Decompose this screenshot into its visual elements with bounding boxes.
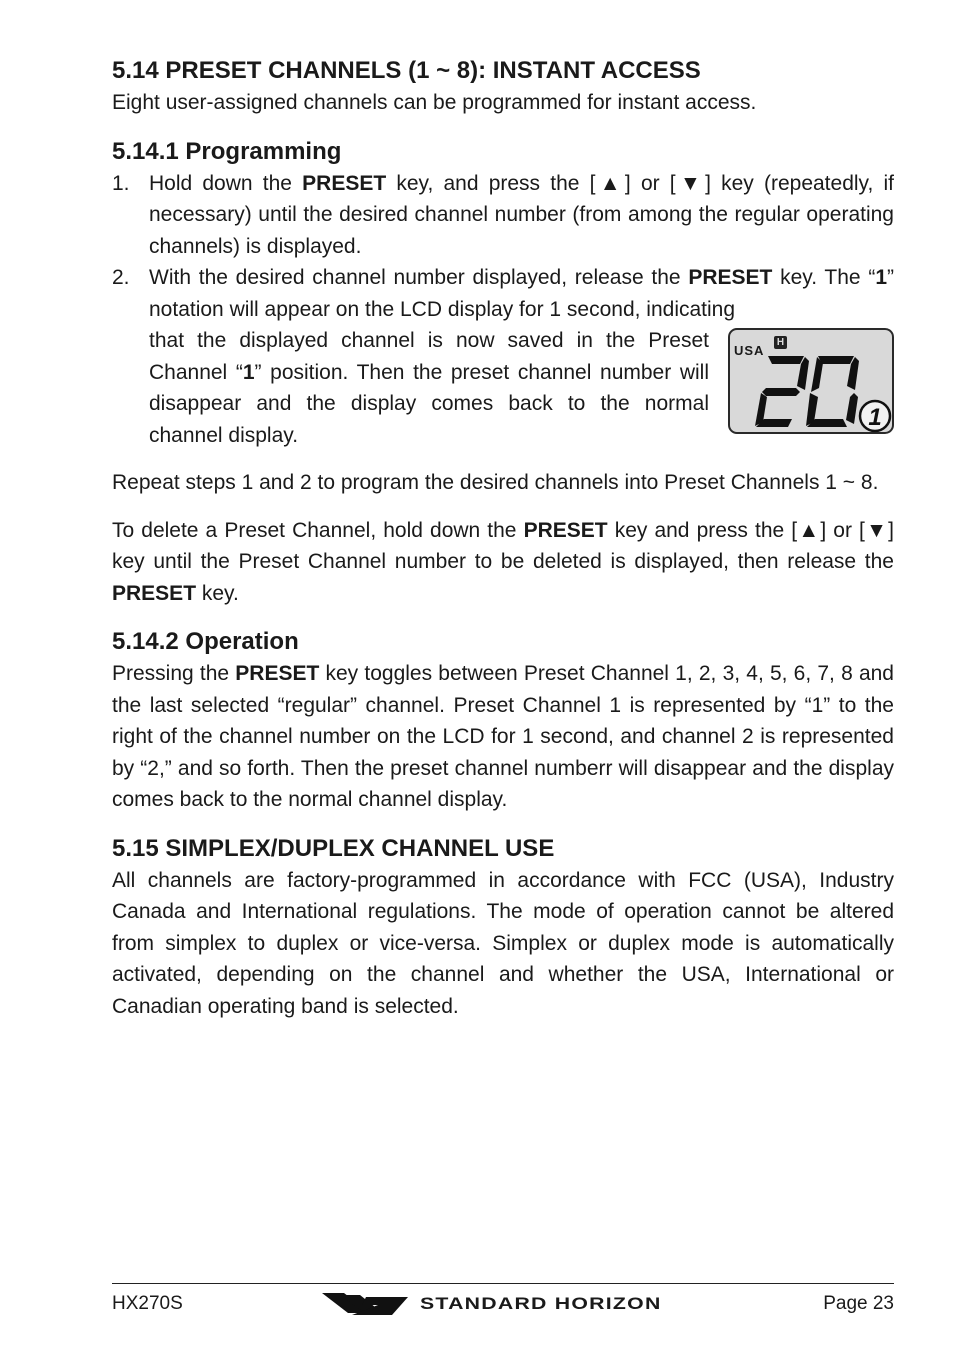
manual-page	[112, 55, 894, 1022]
lcd-high-power-badge: H	[774, 336, 787, 349]
lcd-band-label: USA	[734, 343, 765, 358]
spacer	[112, 609, 894, 626]
simplex-duplex-text: All channels are factory-programmed in accordance with FCC (USA), Industry Canada and International regulations. The mode of operation cannot be altered from simplex to duplex or vice-versa. Simplex or duplex mode is automatically activated, depending on the channel and whether the USA, International or Canadian operating band is selected.	[112, 868, 894, 1018]
preset-key-label: PRESET	[235, 662, 320, 685]
section-title-5-14-2: 5.14.2 Operation	[112, 628, 299, 655]
lcd-preset-number: 1	[868, 404, 882, 431]
spacer	[112, 451, 894, 467]
section-intro: Eight user-assigned channels can be programmed for instant access.	[112, 91, 757, 114]
lcd-display-illustration	[728, 328, 894, 434]
section-title-5-14: 5.14 PRESET CHANNELS (1 ~ 8): INSTANT ACCESS	[112, 57, 701, 84]
footer-page-number: Page 23	[823, 1293, 894, 1314]
programming-steps	[112, 168, 894, 452]
preset-key-label: PRESET	[302, 171, 387, 195]
footer-model: HX270S	[112, 1293, 183, 1314]
step-number: 1.	[112, 171, 130, 195]
step-2: 2. With the desired channel number displayed, release the PRESET key. The “1” notation will appear on the LCD display for 1 second, indicating that the displayed channel is now saved in the Preset Channel “1” position. Then the preset channel number will disappear and the display comes back to the normal channel display. USA H 1	[112, 262, 894, 451]
spacer	[112, 816, 894, 833]
spacer	[112, 119, 894, 136]
delete-instructions: To delete a Preset Channel, hold down the PRESET key and press the [▲] or [▼] key until the Preset Channel number to be deleted is displayed, then release the PRESET key.	[112, 518, 894, 605]
repeat-instructions: Repeat steps 1 and 2 to program the desired channels into Preset Channels 1 ~ 8.	[112, 471, 879, 494]
section-title-5-14-1: 5.14.1 Programming	[112, 137, 342, 165]
lcd-digit-0	[806, 356, 859, 427]
page-footer	[112, 1283, 894, 1324]
lcd-digit-2	[755, 356, 809, 427]
step-2-continuation: that the displayed channel is now saved in the Preset Channel “1” position. Then the preset channel number will disappear and the display comes back to the normal channel display. USA H 1	[149, 325, 894, 451]
section-title-5-15: 5.15 SIMPLEX/DUPLEX CHANNEL USE	[112, 834, 555, 862]
step-1: 1. Hold down the PRESET key, and press the [▲] or [▼] key (repeatedly, if necessary) until the desired channel number (from among the regular operating channels) is displayed.	[112, 168, 894, 263]
spacer	[112, 499, 894, 515]
brand-logo	[322, 1290, 662, 1318]
preset-key-label: PRESET	[112, 581, 197, 605]
preset-key-label: PRESET	[523, 518, 608, 542]
brand-name: STANDARD HORIZON	[420, 1294, 662, 1313]
lcd-segment-digits	[730, 330, 896, 436]
step-number: 2.	[112, 266, 130, 289]
preset-key-label: PRESET	[688, 266, 773, 289]
brand-wave-icon	[322, 1291, 410, 1317]
operation-text: Pressing the PRESET key toggles between Preset Channel 1, 2, 3, 4, 5, 6, 7, 8 and the last selected “regular” channel. Preset Channel 1 is represented by “1” to the right of the channel number on the LCD for 1 second, and channel 2 is represented by “2,” and so forth. Then the preset channel numberr will disappear and the display comes back to the normal channel display.	[112, 662, 894, 811]
